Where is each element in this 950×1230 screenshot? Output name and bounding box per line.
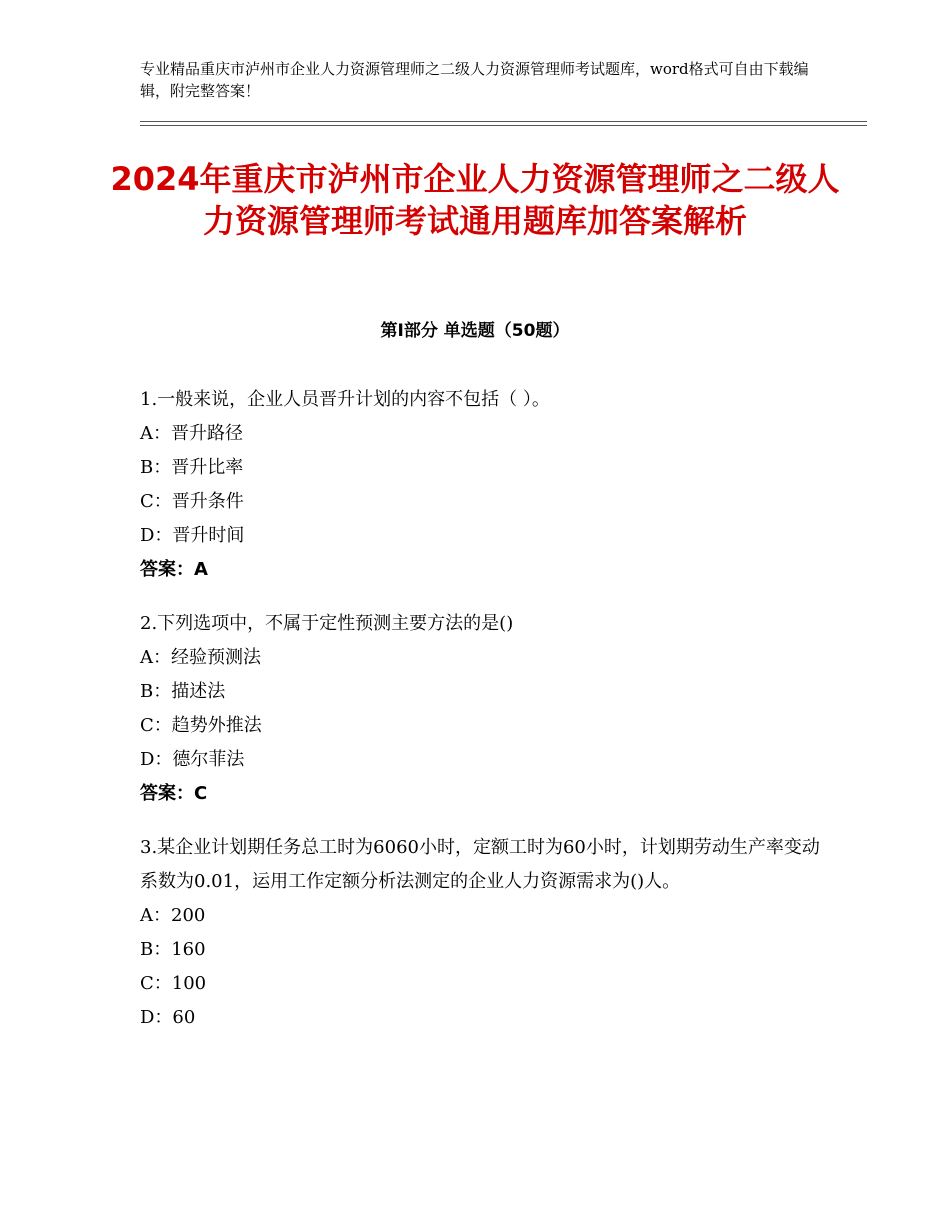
header-note: 专业精品重庆市泸州市企业人力资源管理师之二级人力资源管理师考试题库，word格式可自由下载编辑，附完整答案！ [140,60,809,100]
option-d: D：德尔菲法 [140,749,245,770]
option-d: D：60 [140,1007,196,1028]
option-a: A：200 [140,905,206,926]
question-list [140,383,820,1055]
document-title: 2024年重庆市泸州市企业人力资源管理师之二级人力资源管理师考试通用题库加答案解析 [110,160,840,240]
header-divider-bottom [140,125,867,126]
answer-line: 答案：C [140,783,208,804]
option-a: A：经验预测法 [140,647,261,668]
question-1 [140,383,820,587]
option-a: A：晋升路径 [140,423,243,444]
option-c: C：趋势外推法 [140,715,262,736]
option-b: B：描述法 [140,681,226,702]
question-stem: 2.下列选项中，不属于定性预测主要方法的是() [140,613,514,634]
option-c: C：100 [140,973,207,994]
option-b: B：160 [140,939,206,960]
question-stem: 3.某企业计划期任务总工时为6060小时，定额工时为60小时，计划期劳动生产率变动系数为0.01，运用工作定额分析法测定的企业人力资源需求为()人。 [140,837,820,892]
section-heading: 第Ⅰ部分 单选题（50题） [380,321,570,341]
answer-line: 答案：A [140,559,208,580]
option-b: B：晋升比率 [140,457,244,478]
option-d: D：晋升时间 [140,525,245,546]
header-divider-top [140,121,867,122]
question-2 [140,607,820,811]
question-stem: 1.一般来说，企业人员晋升计划的内容不包括（ ）。 [140,389,550,410]
question-3 [140,831,820,1035]
option-c: C：晋升条件 [140,491,244,512]
